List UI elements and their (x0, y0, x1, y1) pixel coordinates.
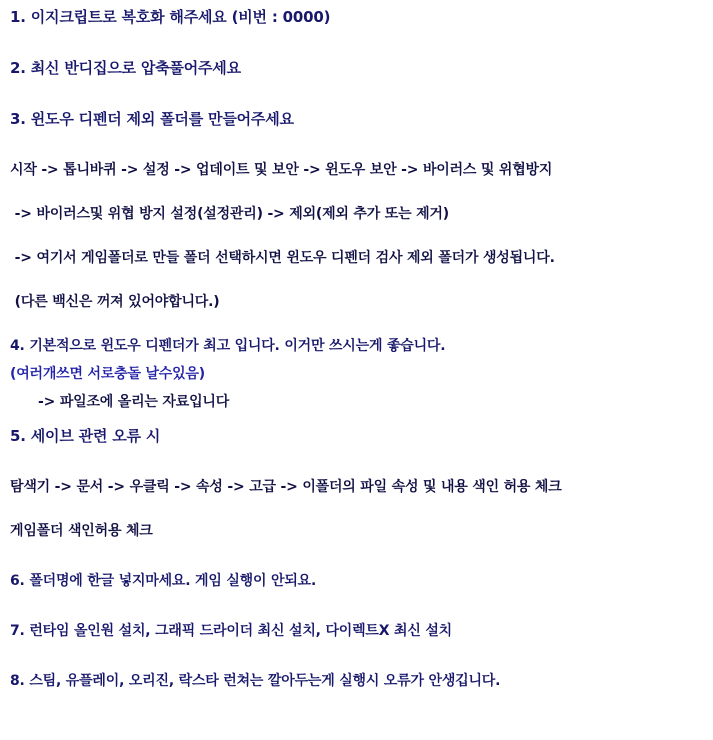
document-line: (다른 백신은 꺼져 있어야합니다.) (10, 294, 220, 310)
document-line: 8. 스팀, 유플레이, 오리진, 락스타 런쳐는 깔아두는게 실행시 오류가 안생깁니다. (10, 673, 501, 689)
document-line: 7. 런타임 올인원 설치, 그래픽 드라이더 최신 설치, 다이렉트X 최신 설치 (10, 623, 452, 639)
document-line: 2. 최신 반디집으로 압축풀어주세요 (10, 59, 241, 77)
document-line: -> 파일조에 올리는 자료입니다 (38, 394, 230, 410)
document-line: 게임폴더 색인허용 체크 (10, 523, 153, 539)
document-line: 탐색기 -> 문서 -> 우클릭 -> 속성 -> 고급 -> 이폴더의 파일 속성 및 내용 색인 허용 체크 (10, 479, 562, 495)
document-line: 시작 -> 톱니바퀴 -> 설정 -> 업데이트 및 보안 -> 윈도우 보안 -> 바이러스 및 위협방지 (10, 162, 553, 178)
document-line: 5. 세이브 관련 오류 시 (10, 427, 161, 445)
document-line: (여러개쓰면 서로충돌 날수있음) (10, 366, 205, 382)
document-line: 4. 기본적으로 윈도우 디펜더가 최고 입니다. 이거만 쓰시는게 좋습니다. (10, 338, 446, 354)
document-line: 1. 이지크립트로 복호화 해주세요 (비번 : 0000) (10, 8, 331, 26)
instruction-list (10, 6, 703, 690)
document-line: -> 바이러스및 위협 방지 설정(설정관리) -> 제외(제외 추가 또는 제거) (10, 206, 449, 222)
document-line: -> 여기서 게임폴더로 만들 폴더 선택하시면 윈도우 디펜더 검사 제외 폴더가 생성됩니다. (10, 250, 555, 266)
document-line: 6. 폴더명에 한글 넣지마세요. 게임 실행이 안되요. (10, 573, 317, 589)
document-line: 3. 윈도우 디펜더 제외 폴더를 만들어주세요 (10, 110, 294, 128)
